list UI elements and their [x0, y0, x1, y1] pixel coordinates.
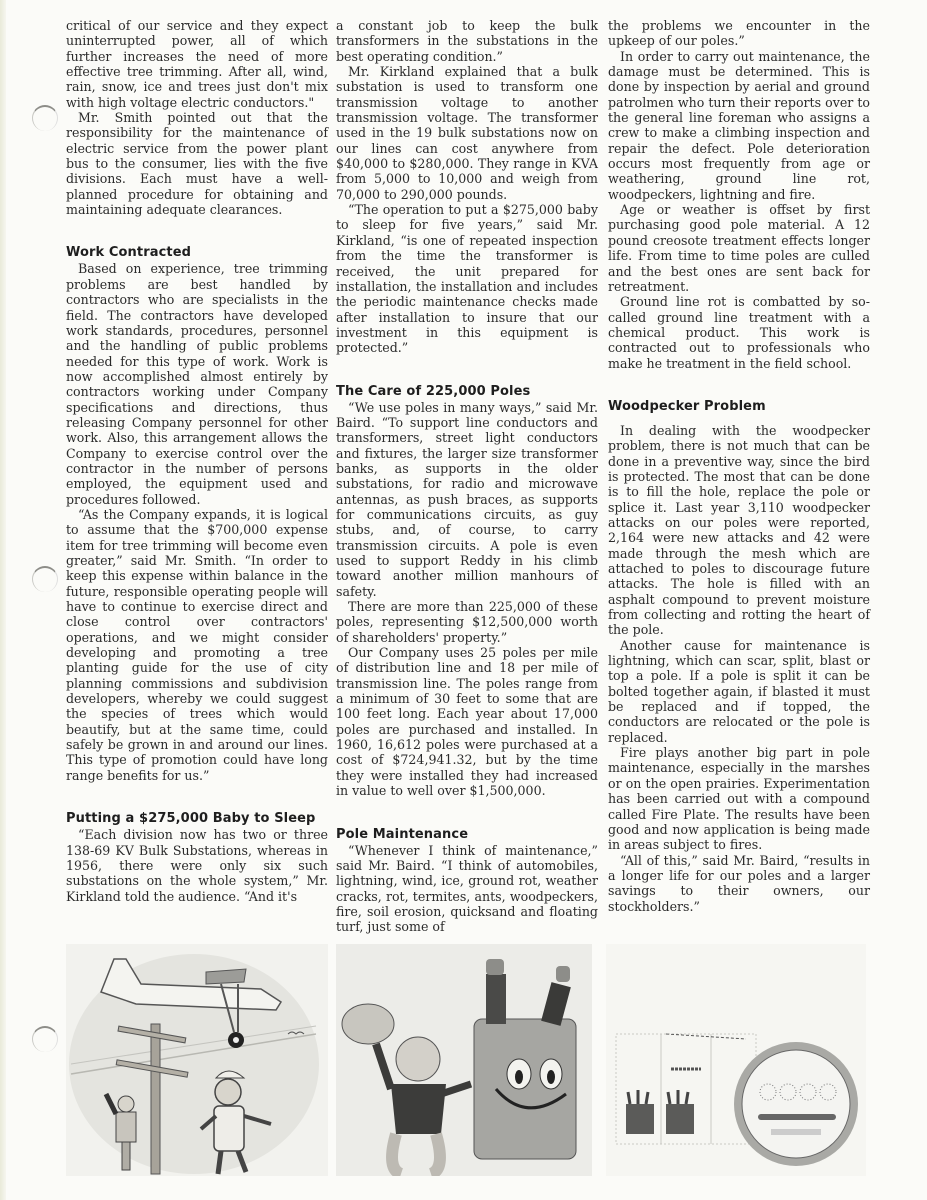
hole-punch-middle: [32, 566, 58, 592]
illustration-airplane-lineman: [66, 944, 328, 1176]
paragraph: Mr. Smith pointed out that the responsibility for the maintenance of electric service from the power plant bus to the consumer, lies with the five divisions. Each must have a well-planned procedure for obtaining and maintaining adequate clearances.: [66, 110, 328, 218]
heading-woodpecker-problem: Woodpecker Problem: [608, 398, 766, 414]
paragraph: “Each division now has two or three 138-69 KV Bulk Substations, whereas in 1956, there were only six such substations on the whole system,” Mr. Kirkland told the audience. “And it's: [66, 827, 328, 904]
paragraph: Another cause for maintenance is lightning, which can scar, split, blast or top a pole. If a pole is split it can be bolted together again, if blasted it must be replaced and if topped, the conductors are relocated or the pole is replaced.: [608, 637, 870, 745]
airplane-pole-icon: [66, 944, 328, 1176]
paragraph: a constant job to keep the bulk transformers in the substations in the best operating condition.”: [336, 18, 598, 64]
paragraph: “We use poles in many ways,” said Mr. Baird. “To support line conductors and transformers, street light conductors and fixtures, the larger size transformer banks, as supports in the older substations, for radio and microwave antennas, as push braces, as supports for communications circuits, as guy stubs, and, of course, to carry transmission circuits. A pole is even used to support Reddy in his climb toward another million manhours of safety.: [336, 399, 598, 599]
meter-dial-icon: [606, 944, 866, 1176]
paragraph: Mr. Kirkland explained that a bulk substation is used to transform one transmission voltage to another transmission voltage. The transformer used in the 19 bulk substations now on our lines can cost anywhere from $40,000 to $280,000. They range in KVA from 5,000 to 10,000 and weigh from 70,000 to 290,000 pounds.: [336, 64, 598, 202]
paragraph: “As the Company expands, it is logical to assume that the $700,000 expense item for tree trimming will become even greater,” said Mr. Smith. “In order to keep this expense within balance in the future, responsible operating people will have to continue to exercise direct and close control over contractors' operations, and we might consider developing and promoting a tree planting guide for the use of city planning commissions and subdivision developers, whereby we could suggest the species of trees which would beautify, but at the same time, could safely be grown in and around our lines. This type of promotion could have long range benefits for us.”: [66, 506, 328, 783]
paragraph: the problems we encounter in the upkeep of our poles.”: [608, 18, 870, 49]
paragraph: Our Company uses 25 poles per mile of distribution line and 18 per mile of transmission line. The poles range from a minimum of 30 feet to some that are 100 feet long. Each year about 17,000 poles are purchased and installed. In 1960, 16,612 poles were purchased at a cost of $724,941.32, but by the time they were installed they had increased in value to well over $1,500,000.: [336, 645, 598, 799]
paragraph: critical of our service and they expect uninterrupted power, all of which further increases the need of more effective tree trimming. After all, wind, rain, snow, ice and trees just don't mix with high voltage electric conductors.": [66, 18, 328, 110]
paragraph: In order to carry out maintenance, the damage must be determined. This is done by inspection by aerial and ground patrolmen who turn their reports over to the general line foreman who assigns a crew to make a climbing inspection and repair the defect. Pole deterioration occurs most frequently from age or weathering, ground line rot, woodpeckers, lightning and fire.: [608, 48, 870, 202]
paragraph: Ground line rot is combatted by so-called ground line treatment with a chemical product. This work is contracted out to professionals who make he treatment in the field school.: [608, 294, 870, 371]
hole-punch-bottom: [32, 1026, 58, 1052]
heading-care-of-poles: The Care of 225,000 Poles: [336, 383, 531, 399]
heading-baby-to-sleep: Putting a $275,000 Baby to Sleep: [66, 811, 316, 827]
text-column-1: [66, 18, 328, 904]
paragraph: In dealing with the woodpecker problem, there is not much that can be done in a preventive way, since the bird is protected. The most that can be done is to fill the hole, replace the pole or splice it. Last year 3,110 woodpecker attacks on our poles were reported, 2,164 were new attacks and 42 were made through the mesh which are attached to poles to discourage future attacks. The hole is filled with an asphalt compound to prevent moisture from collecting and rotting the heart of the pole.: [608, 422, 870, 638]
illustration-substation-meter: [606, 944, 866, 1176]
paragraph: “The operation to put a $275,000 baby to sleep for five years,” said Mr. Kirkland, “is one of repeated inspection from the time the transformer is received, the unit prepared for installation, the installation and includes the periodic maintenance checks made after installation to insure that our investment in this equipment is protected.”: [336, 202, 598, 356]
heading-pole-maintenance: Pole Maintenance: [336, 826, 469, 842]
text-column-2: [336, 18, 598, 935]
paragraph: There are more than 225,000 of these poles, representing $12,500,000 worth of shareholders' property.”: [336, 599, 598, 645]
page-edge: [0, 0, 6, 1200]
paragraph: “All of this,” said Mr. Baird, “results in a longer life for our poles and a larger savings to their owners, our stockholders.”: [608, 852, 870, 914]
illustration-man-transformer: [336, 944, 592, 1176]
paragraph: Based on experience, tree trimming problems are best handled by contractors who are specialists in the field. The contractors have developed work standards, procedures, personnel and the handling of public problems needed for this type of work. Work is now accomplished almost entirely by contractors working under Company specifications and directions, thus releasing Company personnel for other work. Also, this arrangement allows the Company to exercise control over the contractor in the number of persons employed, the equipment used and procedures followed.: [66, 261, 328, 507]
paragraph: Age or weather is offset by first purchasing good pole material. A 12 pound creosote treatment effects longer life. From time to time poles are culled and the best ones are sent back for retreatment.: [608, 202, 870, 294]
heading-work-contracted: Work Contracted: [66, 245, 192, 261]
text-column-3: [608, 18, 870, 914]
transformer-mascot-icon: [336, 944, 592, 1176]
hole-punch-top: [32, 105, 58, 131]
paragraph: “Whenever I think of maintenance,” said Mr. Baird. “I think of automobiles, lightning, wind, ice, ground rot, weather cracks, rot, termites, ants, woodpeckers, fire, soil erosion, quicksand and floating turf, just some of: [336, 842, 598, 935]
paragraph: Fire plays another big part in pole maintenance, especially in the marshes or on the open prairies. Experimentation has been carried out with a compound called Fire Plate. The results have been good and now application is being made in areas subject to fires.: [608, 745, 870, 853]
